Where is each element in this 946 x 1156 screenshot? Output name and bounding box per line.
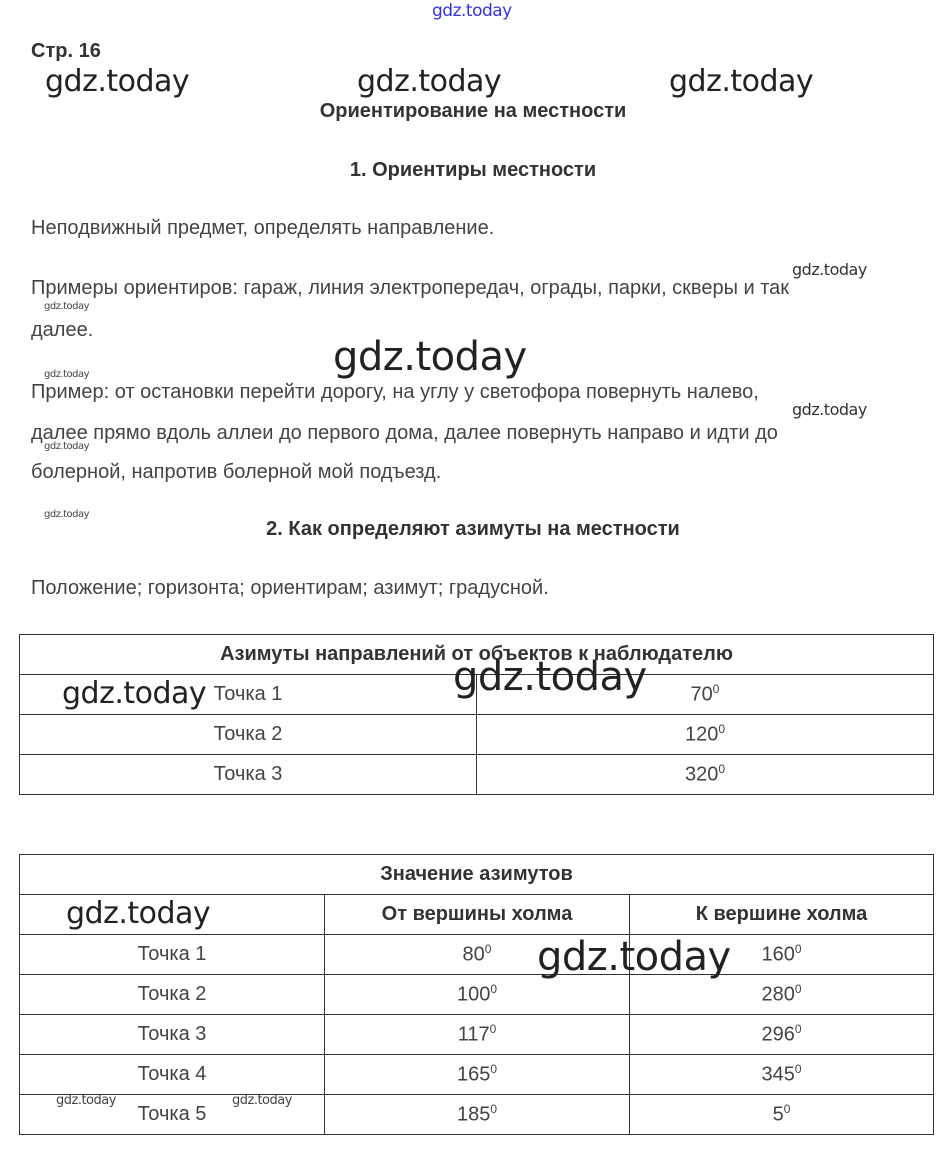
from-cell: $165^0$ xyxy=(325,1055,630,1095)
point-cell: Точка 4 xyxy=(20,1055,325,1095)
point-cell: Точка 2 xyxy=(20,715,477,755)
point-cell: Точка 1 xyxy=(20,935,325,975)
table-row xyxy=(20,755,934,795)
to-cell: $296^0$ xyxy=(630,1015,934,1055)
section1-heading: 1. Ориентиры местности xyxy=(349,159,597,181)
col-from-header: От вершины холма xyxy=(325,895,630,935)
table-row xyxy=(20,1055,934,1095)
watermark: gdz.today xyxy=(537,934,731,980)
value-cell: $70^0$ xyxy=(477,675,934,715)
to-cell: $5^0$ xyxy=(630,1095,934,1135)
section1-paragraph: далее. xyxy=(31,319,94,341)
watermark: gdz.today xyxy=(44,301,90,312)
section1-paragraph: Примеры ориентиров: гараж, линия электропередач, ограды, парки, скверы и так xyxy=(31,277,790,299)
watermark: gdz.today xyxy=(792,400,867,419)
page-label: Стр. 16 xyxy=(31,40,101,62)
watermark: gdz.today xyxy=(62,676,207,711)
section2-paragraph: Положение; горизонта; ориентирам; азимут; градусной. xyxy=(31,577,549,599)
point-cell: Точка 3 xyxy=(20,755,477,795)
section1-paragraph: Неподвижный предмет, определять направление. xyxy=(31,217,495,239)
point-cell: Точка 2 xyxy=(20,975,325,1015)
section1-paragraph: Пример: от остановки перейти дорогу, на углу у светофора повернуть налево, xyxy=(31,381,759,403)
watermark: gdz.today xyxy=(669,64,814,99)
watermark: gdz.today xyxy=(232,1093,292,1108)
watermark: gdz.today xyxy=(45,64,190,99)
watermark: gdz.today xyxy=(44,441,90,452)
section1-paragraph: болерной, напротив болерной мой подъезд. xyxy=(31,461,442,483)
value-cell: $120^0$ xyxy=(477,715,934,755)
table-row xyxy=(20,1015,934,1055)
watermark: gdz.today xyxy=(333,334,527,380)
page-title: Ориентирование на местности xyxy=(319,100,627,122)
point-cell: Точка 1 xyxy=(20,675,477,715)
from-cell: $185^0$ xyxy=(325,1095,630,1135)
point-cell: Точка 5 xyxy=(20,1095,325,1135)
col-to-header: К вершине холма xyxy=(630,895,934,935)
table1-title: Азимуты направлений от объектов к наблюдателю xyxy=(20,635,934,675)
table2-title: Значение азимутов xyxy=(20,855,934,895)
watermark: gdz.today xyxy=(792,260,867,279)
section2-heading: 2. Как определяют азимуты на местности xyxy=(266,518,680,540)
table-row xyxy=(20,935,934,975)
section1-paragraph: далее прямо вдоль аллеи до первого дома, далее повернуть направо и идти до xyxy=(31,422,778,444)
watermark: gdz.today xyxy=(56,1093,116,1108)
watermark: gdz.today xyxy=(44,509,90,520)
from-cell: $80^0$ xyxy=(325,935,630,975)
to-cell: $160^0$ xyxy=(630,935,934,975)
table-row xyxy=(20,1095,934,1135)
to-cell: $280^0$ xyxy=(630,975,934,1015)
from-cell: $117^0$ xyxy=(325,1015,630,1055)
top-watermark-link[interactable]: gdz.today xyxy=(432,1,512,21)
to-cell: $345^0$ xyxy=(630,1055,934,1095)
watermark: gdz.today xyxy=(357,64,502,99)
watermark: gdz.today xyxy=(44,369,90,380)
table-row xyxy=(20,975,934,1015)
point-cell: Точка 3 xyxy=(20,1015,325,1055)
value-cell: $320^0$ xyxy=(477,755,934,795)
watermark: gdz.today xyxy=(453,654,647,700)
table-row xyxy=(20,715,934,755)
from-cell: $100^0$ xyxy=(325,975,630,1015)
watermark: gdz.today xyxy=(66,896,211,931)
